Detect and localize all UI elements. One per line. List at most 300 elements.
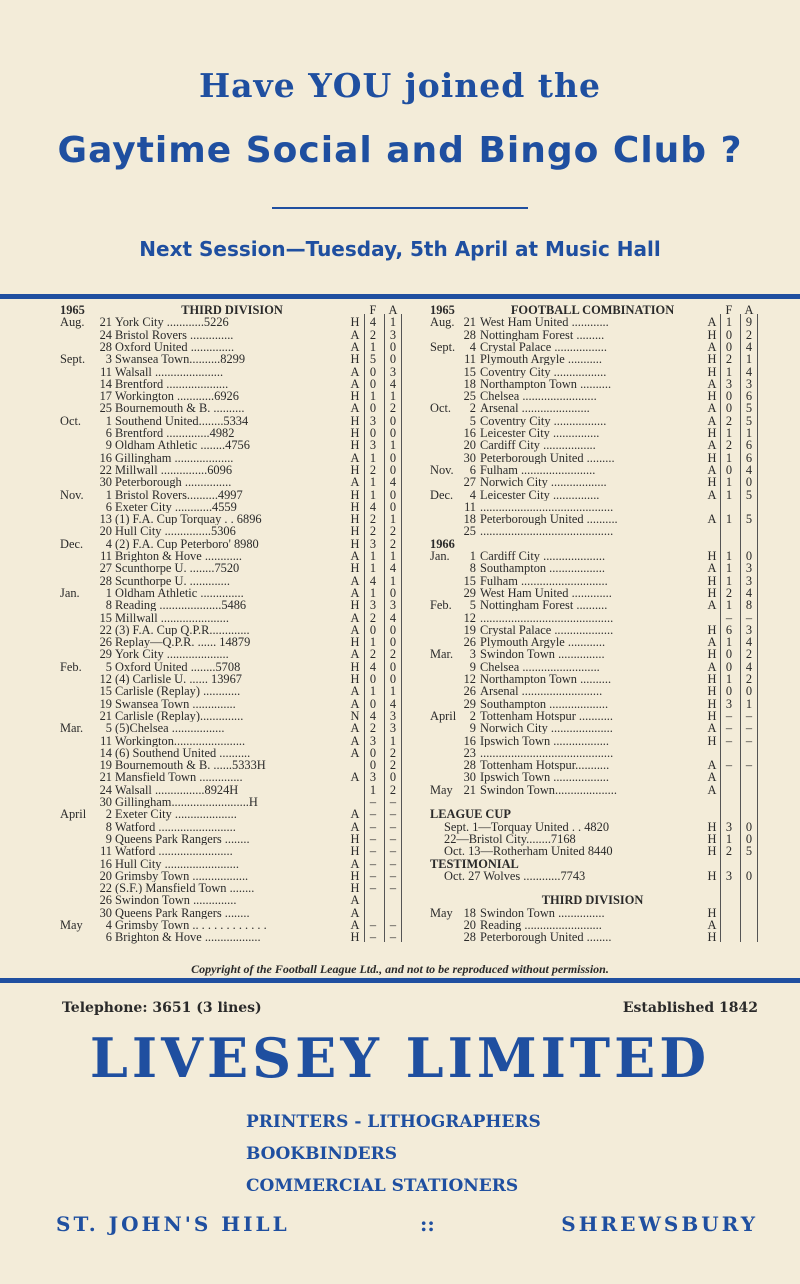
fixture-opponent: Tottenham Hotspur ........... — [480, 709, 614, 723]
venue: A — [350, 905, 360, 920]
venue: H — [350, 672, 360, 686]
goals-for: 0 — [725, 389, 733, 404]
goals-against: 2 — [389, 745, 397, 760]
goals-against: 0 — [389, 352, 397, 367]
goals-for: 0 — [725, 339, 733, 354]
goals-against: 1 — [389, 389, 397, 404]
fixture-row — [430, 808, 760, 820]
fixture-opponent: Leicester City ............... — [480, 488, 600, 501]
goals-against: 3 — [745, 561, 753, 576]
fixture-opponent: Reading ......................... — [480, 919, 602, 932]
goals-against: 5 — [745, 487, 753, 502]
fixture-opponent: Ipswich Town .................. — [480, 771, 609, 784]
fixture-opponent: Watford ........................ — [115, 845, 233, 858]
goals-for: 0 — [369, 376, 377, 391]
goals-for: 1 — [725, 672, 733, 686]
venue: H — [707, 868, 717, 883]
goals-for: 1 — [369, 561, 377, 576]
fixture-day: 9 — [105, 831, 112, 846]
goals-for: 1 — [725, 512, 733, 527]
fixture-opponent: Peterborough United ........ — [480, 931, 612, 944]
fixture-day: 2 — [469, 401, 476, 416]
goals-for: 2 — [725, 585, 733, 600]
fixture-opponent: Tottenham Hotspur........... — [480, 759, 610, 772]
fixture-day: 4 — [469, 339, 476, 354]
venue: A — [350, 647, 360, 662]
goals-for: – — [369, 795, 377, 809]
fixture-row — [430, 476, 760, 488]
goals-for: 0 — [369, 401, 377, 416]
goals-for-header: F — [369, 303, 377, 317]
goals-for: 0 — [369, 364, 377, 379]
fixture-day: 14 — [99, 376, 112, 391]
goals-against: 0 — [389, 622, 397, 637]
fixture-row — [60, 489, 410, 501]
fixture-day: 11 — [100, 733, 112, 748]
fixture-opponent: West Ham United ............. — [480, 586, 612, 600]
fixture-opponent: ........................................... — [480, 500, 614, 514]
venue: H — [707, 708, 717, 723]
fixture-day: 19 — [99, 696, 112, 711]
venue: H — [707, 684, 717, 699]
fixtures-section — [0, 304, 800, 974]
fixture-row — [430, 562, 760, 574]
goals-for: 3 — [725, 696, 733, 711]
goals-for: – — [725, 758, 733, 773]
fixture-row — [60, 747, 410, 759]
fixture-row — [430, 316, 760, 328]
goals-against: 0 — [745, 475, 753, 490]
fixture-day: 2 — [469, 708, 476, 723]
fixture-opponent: Brighton & Hove .................. — [115, 931, 261, 944]
goals-against: – — [389, 918, 397, 932]
venue: H — [350, 844, 360, 859]
fixture-opponent: Southampton ................... — [480, 697, 609, 710]
goals-against: 0 — [389, 339, 397, 354]
fixture-row — [60, 562, 410, 574]
bingo-club-advert — [0, 0, 800, 300]
column-rule — [740, 314, 741, 942]
goals-for: 1 — [369, 475, 377, 490]
fixture-opponent: Northampton Town .......... — [480, 673, 612, 686]
fixture-day: 29 — [99, 647, 112, 662]
venue: H — [707, 905, 717, 920]
fixture-opponent: Swindon Town .............. — [115, 894, 237, 907]
competition-title: FOOTBALL COMBINATION — [510, 303, 675, 317]
fixture-day: 21 — [463, 782, 476, 797]
goals-for: 1 — [725, 475, 733, 490]
fixture-row — [430, 612, 760, 624]
goals-against: 9 — [745, 315, 753, 330]
fixture-row — [60, 845, 410, 857]
venue: A — [707, 438, 717, 453]
fixture-row — [430, 366, 760, 378]
goals-against: 0 — [389, 770, 397, 785]
service-stationers: COMMERCIAL STATIONERS — [246, 1176, 519, 1196]
fixture-day: 11 — [464, 499, 476, 514]
goals-for: 4 — [369, 499, 377, 514]
fixture-day: 26 — [463, 635, 476, 650]
fixture-row — [430, 931, 760, 943]
fixture-opponent: Brentford ..............4982 — [115, 427, 235, 440]
fixture-opponent: Swindon Town.................... — [480, 783, 617, 796]
fixture-row — [430, 525, 760, 537]
fixture-day: 19 — [463, 622, 476, 637]
fixture-opponent: Carlisle (Replay).............. — [115, 709, 244, 723]
fixture-detail: Oct. 27 Wolves ............7743 — [444, 868, 586, 883]
goals-against: 2 — [745, 672, 753, 686]
fixture-opponent: Grimsby Town .................. — [115, 869, 249, 883]
advert-headline: Have YOU joined the — [198, 66, 602, 105]
venue: H — [707, 573, 717, 588]
fixture-opponent: Gillingham ................... — [115, 451, 234, 464]
goals-for: 1 — [725, 364, 733, 379]
goals-against: 4 — [745, 364, 753, 379]
fixture-opponent: Swansea Town..........8299 — [115, 353, 246, 366]
venue: H — [707, 819, 717, 834]
goals-against: 0 — [745, 819, 753, 834]
venue: H — [707, 327, 717, 342]
fixture-row — [60, 476, 410, 488]
venue: A — [350, 585, 360, 600]
column-rule — [757, 314, 758, 942]
fixture-opponent: Chelsea ......................... — [480, 660, 600, 673]
fixture-day: 1 — [105, 585, 112, 600]
goals-for: 0 — [725, 659, 733, 674]
fixture-day: 21 — [99, 770, 112, 785]
fixture-day: 6 — [469, 462, 476, 477]
goals-for: 3 — [369, 438, 377, 453]
goals-against: 0 — [389, 659, 397, 674]
fixture-row — [60, 808, 410, 820]
fixture-row — [430, 489, 760, 501]
fixture-opponent: Queens Park Rangers ........ — [115, 906, 250, 919]
fixture-month: May — [430, 905, 453, 920]
venue: H — [350, 930, 360, 945]
fixture-opponent: Gillingham.........................H — [115, 796, 258, 809]
venue: A — [707, 315, 717, 330]
fixture-row — [60, 685, 410, 697]
fixture-day: 16 — [463, 733, 476, 748]
venue: A — [350, 807, 360, 822]
goals-for: 2 — [369, 647, 377, 662]
fixture-day: 23 — [463, 745, 476, 760]
fixture-opponent: Oldham Athletic ........4756 — [115, 439, 250, 452]
fixture-row — [60, 771, 410, 783]
goals-for: 3 — [369, 413, 377, 428]
venue: H — [350, 536, 360, 551]
fixture-row — [430, 513, 760, 525]
goals-against: 0 — [389, 585, 397, 600]
copyright-notice: Copyright of the Football League Ltd., and not to be reproduced without permission. — [191, 962, 609, 976]
venue: H — [707, 352, 717, 367]
goals-for: 2 — [369, 327, 377, 342]
fixture-detail: Sept. 1—Torquay United . . 4820 — [444, 819, 610, 834]
fixture-opponent: (2) F.A. Cup Peterboro' 8980 — [115, 537, 259, 550]
goals-for: – — [725, 708, 733, 723]
fixture-opponent: Oxford United ........5708 — [115, 660, 241, 673]
fixture-day: 30 — [99, 905, 112, 920]
fixture-day: 30 — [99, 795, 112, 809]
fixture-day: 9 — [469, 659, 476, 674]
venue: H — [707, 622, 717, 637]
fixture-day: 14 — [99, 745, 112, 760]
fixture-opponent: Coventry City ................. — [480, 365, 607, 378]
venue: A — [707, 512, 717, 527]
fixture-opponent: Norwich City .................. — [480, 476, 607, 489]
fixture-day: 24 — [99, 782, 112, 797]
goals-for: 1 — [725, 573, 733, 588]
goals-for: – — [725, 610, 733, 625]
fixture-opponent: Walsall ................8924H — [115, 783, 239, 796]
fixture-day: 12 — [463, 610, 476, 625]
venue: H — [707, 450, 717, 465]
venue: H — [707, 389, 717, 404]
fixture-row — [430, 648, 760, 660]
fixture-day: 28 — [99, 573, 112, 588]
fixture-opponent: Workington ............6926 — [115, 390, 239, 403]
goals-against: 0 — [389, 635, 397, 650]
fixture-day: 25 — [99, 401, 112, 416]
fixture-day: 6 — [105, 930, 112, 945]
fixture-day: 22 — [99, 881, 112, 896]
goals-against: 6 — [745, 389, 753, 404]
bottom-divider-band — [0, 978, 800, 983]
company-name: LIVESEY LIMITED — [89, 1026, 711, 1090]
fixture-opponent: Millwall ...............6096 — [115, 463, 233, 477]
venue: A — [707, 758, 717, 773]
goals-for: 0 — [725, 327, 733, 342]
goals-against: 2 — [389, 647, 397, 662]
venue: H — [707, 647, 717, 662]
fixture-opponent: Nottingham Forest .......... — [480, 599, 608, 612]
goals-against: 8 — [745, 598, 753, 613]
fixture-day: 22 — [99, 462, 112, 477]
goals-against: – — [389, 930, 397, 945]
fixture-day: 28 — [99, 339, 112, 354]
goals-against: 3 — [745, 622, 753, 637]
goals-against: 1 — [389, 315, 397, 330]
venue: A — [707, 635, 717, 650]
fixture-opponent: Southampton .................. — [480, 562, 605, 575]
venue: A — [707, 598, 717, 613]
fixture-day: 9 — [469, 721, 476, 736]
service-printers: PRINTERS - LITHOGRAPHERS — [246, 1112, 541, 1132]
fixture-row — [60, 402, 410, 414]
fixture-day: 25 — [463, 389, 476, 404]
goals-against: 4 — [389, 475, 397, 490]
venue: A — [350, 401, 360, 416]
goals-for: 0 — [369, 696, 377, 711]
goals-against: 3 — [389, 721, 397, 736]
fixture-detail: 22—Bristol City........7168 — [444, 831, 576, 846]
fixture-opponent: Cardiff City .................... — [480, 550, 606, 563]
fixture-detail: Oct. 13—Rotherham United 8440 — [444, 844, 613, 859]
fixture-day: 16 — [99, 856, 112, 871]
venue: A — [350, 856, 360, 871]
fixture-opponent: (4) Carlisle U. ...... 13967 — [115, 673, 242, 686]
goals-for: 2 — [369, 721, 377, 736]
fixture-opponent: Coventry City ................. — [480, 414, 607, 427]
venue: H — [707, 426, 717, 440]
goals-against: 3 — [389, 327, 397, 342]
goals-for: 0 — [369, 745, 377, 760]
fixture-day: 16 — [99, 450, 112, 465]
fixture-month: Mar. — [60, 721, 84, 736]
goals-for: 1 — [725, 635, 733, 650]
fixture-opponent: Nottingham Forest ......... — [480, 328, 605, 341]
venue: A — [350, 918, 360, 932]
fixture-day: 8 — [105, 598, 112, 613]
goals-against: 5 — [745, 512, 753, 527]
fixture-opponent: ........................................... — [480, 611, 614, 624]
venue: A — [707, 339, 717, 354]
venue: H — [350, 499, 360, 514]
fixture-opponent: Leicester City ............... — [480, 427, 600, 440]
goals-against: 2 — [389, 758, 397, 773]
venue: H — [707, 831, 717, 846]
fixture-opponent: ........................................... — [480, 525, 614, 538]
fixture-row — [430, 858, 760, 870]
goals-against: – — [745, 733, 753, 748]
top-divider-band — [0, 294, 800, 299]
goals-for: – — [369, 844, 377, 859]
fixture-day: 28 — [463, 930, 476, 945]
goals-for: – — [369, 918, 377, 932]
fixture-day: 11 — [100, 549, 112, 563]
fixture-opponent: Walsall ...................... — [115, 365, 224, 378]
fixture-opponent: Queens Park Rangers ........ — [115, 832, 250, 846]
fixture-day: 4 — [105, 918, 112, 932]
fixture-opponent: Exeter City .................... — [115, 808, 237, 821]
goals-for: – — [725, 733, 733, 748]
venue: H — [350, 598, 360, 613]
fixture-opponent: Watford ......................... — [115, 820, 236, 833]
column-rule — [384, 314, 385, 942]
fixture-month: Mar. — [430, 647, 454, 662]
fixture-day: 21 — [99, 708, 112, 723]
goals-against: 6 — [745, 438, 753, 453]
goals-for: 4 — [369, 573, 377, 588]
goals-for: 1 — [725, 450, 733, 465]
venue: A — [707, 462, 717, 477]
venue: A — [707, 561, 717, 576]
fixture-day: 20 — [99, 524, 112, 539]
fixture-day: 15 — [99, 684, 112, 699]
goals-for: 3 — [369, 733, 377, 748]
fixture-day: 15 — [463, 573, 476, 588]
goals-against: 0 — [389, 413, 397, 428]
fixture-day: 6 — [105, 499, 112, 514]
fixture-day: 18 — [463, 905, 476, 920]
fixture-month: Feb. — [430, 598, 452, 613]
fixture-month: Oct. — [60, 413, 81, 428]
fixture-day: 27 — [463, 475, 476, 490]
fixture-row — [430, 722, 760, 734]
venue: H — [350, 389, 360, 404]
venue: A — [350, 696, 360, 711]
goals-against: 3 — [389, 598, 397, 613]
goals-against: 0 — [745, 831, 753, 846]
column-rule — [720, 314, 721, 942]
venue: A — [707, 659, 717, 674]
goals-against: 0 — [389, 672, 397, 686]
goals-for: 0 — [369, 426, 377, 440]
address-street: ST. JOHN'S HILL — [56, 1212, 290, 1236]
venue: H — [707, 733, 717, 748]
goals-against: 5 — [745, 844, 753, 859]
season-year: 1966 — [430, 536, 455, 551]
venue: H — [350, 561, 360, 576]
venue: H — [350, 315, 360, 330]
fixture-row — [60, 735, 410, 747]
address-town: SHREWSBURY — [561, 1212, 758, 1236]
printer-advert — [0, 986, 800, 1284]
goals-for: 3 — [725, 868, 733, 883]
section-title: LEAGUE CUP — [430, 807, 511, 822]
fixture-day: 15 — [463, 364, 476, 379]
fixture-day: 18 — [463, 376, 476, 391]
goals-for: 1 — [725, 598, 733, 613]
goals-against: 4 — [389, 376, 397, 391]
fixture-row — [430, 771, 760, 783]
venue: H — [707, 696, 717, 711]
fixture-day: 1 — [105, 413, 112, 428]
goals-against: – — [389, 819, 397, 834]
fixture-month: Feb. — [60, 659, 82, 674]
venue: A — [350, 745, 360, 760]
goals-for: 1 — [369, 389, 377, 404]
venue: H — [350, 881, 360, 896]
goals-for: 2 — [369, 512, 377, 527]
venue: H — [707, 549, 717, 563]
fixture-opponent: Arsenal .......................... — [480, 685, 603, 698]
fixture-month: Dec. — [60, 536, 84, 551]
goals-against: 1 — [745, 352, 753, 367]
goals-against: 1 — [389, 549, 397, 563]
goals-against: 3 — [389, 708, 397, 723]
goals-against: – — [389, 844, 397, 859]
venue: H — [350, 524, 360, 539]
fixture-day: 5 — [105, 659, 112, 674]
goals-against: 1 — [389, 438, 397, 453]
goals-against: 2 — [389, 782, 397, 797]
goals-for: 1 — [369, 585, 377, 600]
fixture-day: 26 — [99, 893, 112, 908]
goals-against: 2 — [389, 536, 397, 551]
fixture-day: 26 — [99, 635, 112, 650]
fixture-opponent: Northampton Town .......... — [480, 377, 612, 391]
venue: H — [350, 487, 360, 502]
venue: A — [350, 376, 360, 391]
telephone-number: Telephone: 3651 (3 lines) — [62, 1000, 262, 1016]
goals-for: – — [369, 868, 377, 883]
goals-for: – — [369, 831, 377, 846]
fixture-opponent: Arsenal ...................... — [480, 402, 590, 415]
goals-for: 3 — [369, 536, 377, 551]
goals-against: – — [745, 721, 753, 736]
fixture-day: 30 — [463, 770, 476, 785]
fixture-row — [60, 722, 410, 734]
goals-against: – — [389, 795, 397, 809]
fixture-opponent: Peterborough ............... — [115, 476, 232, 489]
fixture-opponent: Hull City ........................ — [115, 857, 239, 870]
venue: A — [707, 413, 717, 428]
venue: A — [350, 549, 360, 563]
fixture-month: Aug. — [430, 315, 455, 330]
fixture-row — [60, 894, 410, 906]
goals-against: 1 — [389, 733, 397, 748]
